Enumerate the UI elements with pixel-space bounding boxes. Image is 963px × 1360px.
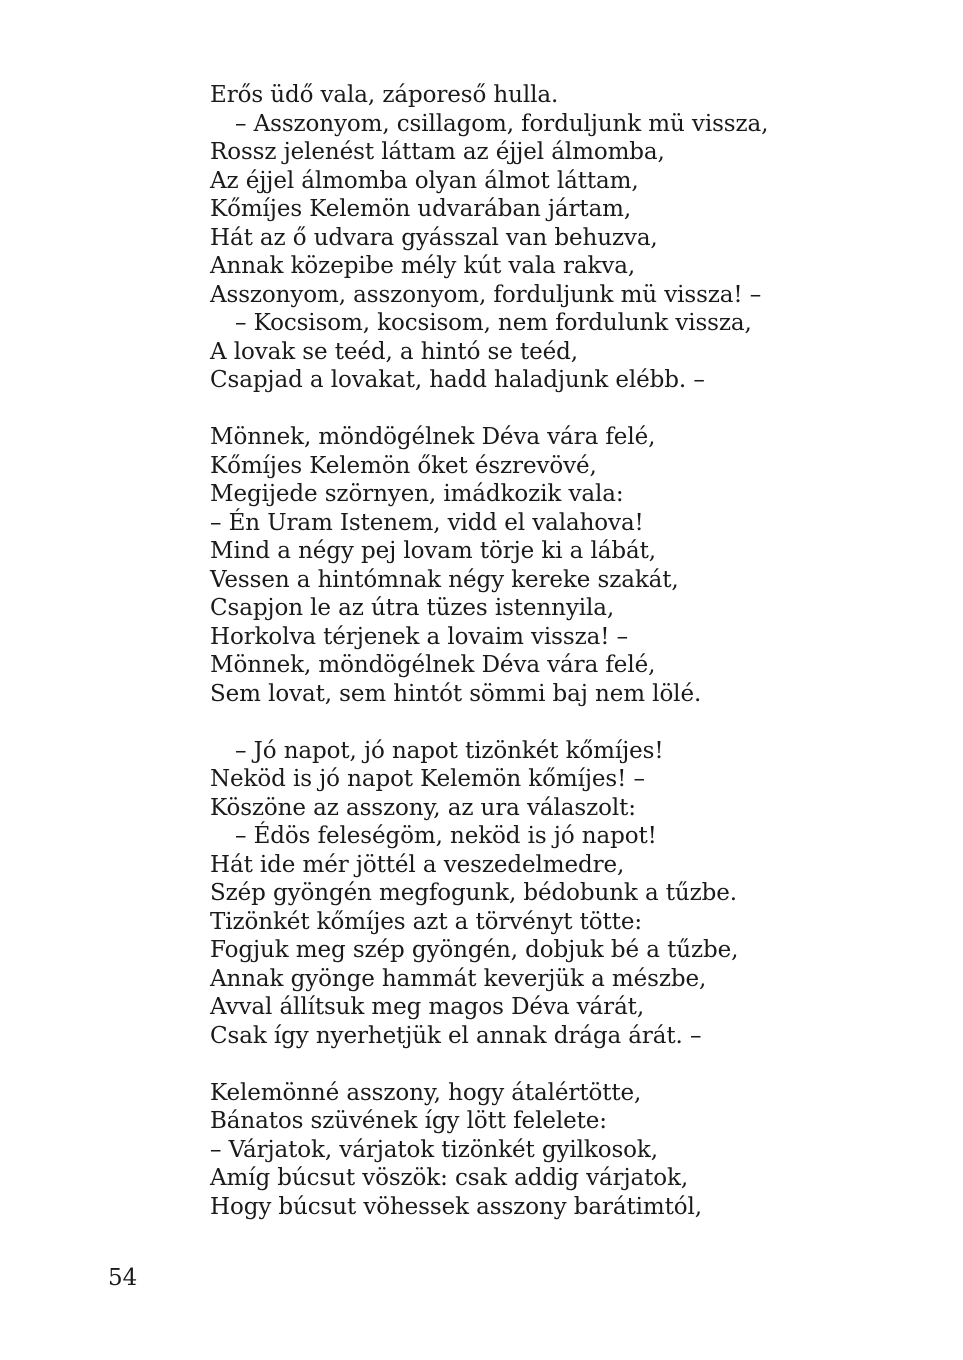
poem-line: Horkolva térjenek a lovaim vissza! – xyxy=(210,623,628,650)
poem-line: Kőmíjes Kelemön udvarában jártam, xyxy=(210,196,632,222)
poem-line: Neköd is jó napot Kelemön kőmíjes! – xyxy=(210,766,645,792)
poem-line: – Kocsisom, kocsisom, nem fordulunk vissza, xyxy=(235,310,752,336)
poem-line: Rossz jelenést láttam az éjjel álmomba, xyxy=(210,139,665,165)
poem-line: Annak közepibe mély kút vala rakva, xyxy=(210,253,636,279)
poem-line: Hát az ő udvara gyásszal van behuzva, xyxy=(210,224,658,251)
poem-line: Kőmíjes Kelemön őket észrevövé, xyxy=(210,452,597,479)
poem-line: A lovak se teéd, a hintó se teéd, xyxy=(210,338,578,365)
poem-line: Sem lovat, sem hintót sömmi baj nem lölé. xyxy=(210,680,702,707)
stanza xyxy=(210,737,910,1051)
poem-line: Szép gyöngén megfogunk, bédobunk a tűzbe. xyxy=(210,880,738,906)
poem-line: Bánatos szüvének így lött felelete: xyxy=(210,1108,607,1134)
poem-line: Mind a négy pej lovam törje ki a lábát, xyxy=(210,538,656,564)
stanza xyxy=(210,423,910,708)
stanza xyxy=(210,1079,910,1222)
poem-line: Avval állítsuk meg magos Déva várát, xyxy=(210,994,645,1020)
poem-line: Hát ide mér jöttél a veszedelmedre, xyxy=(210,851,625,878)
page-number: 54 xyxy=(108,1265,138,1291)
poem-line: Kelemönné asszony, hogy átalértötte, xyxy=(210,1079,642,1106)
poem-line: Csapjad a lovakat, hadd haladjunk elébb. – xyxy=(210,367,705,393)
poem-line: Csak így nyerhetjük el annak drága árát. – xyxy=(210,1022,702,1049)
poem-line: Tizönkét kőmíjes azt a törvényt tötte: xyxy=(210,908,642,935)
poem-line: – Jó napot, jó napot tizönkét kőmíjes! xyxy=(235,737,664,764)
poem-line: Csapjon le az útra tüzes istennyila, xyxy=(210,595,615,621)
poem-line: – Asszonyom, csillagom, forduljunk mü vissza, xyxy=(235,110,769,137)
poem-line: – Édös feleségöm, neköd is jó napot! xyxy=(235,823,657,849)
poem-line: Megijede szörnyen, imádkozik vala: xyxy=(210,481,624,507)
poem-line: – Én Uram Istenem, vidd el valahova! xyxy=(210,509,644,536)
poem-body xyxy=(210,81,910,1250)
poem-line: Vessen a hintómnak négy kereke szakát, xyxy=(210,566,679,593)
poem-line: Fogjuk meg szép gyöngén, dobjuk bé a tűzbe, xyxy=(210,937,739,963)
poem-line: Amíg búcsut vöszök: csak addig várjatok, xyxy=(210,1165,689,1191)
poem-line: – Várjatok, várjatok tizönkét gyilkosok, xyxy=(210,1136,658,1163)
poem-line: Mönnek, möndögélnek Déva vára felé, xyxy=(210,424,656,450)
poem-line: Mönnek, möndögélnek Déva vára felé, xyxy=(210,652,656,678)
poem-line: Az éjjel álmomba olyan álmot láttam, xyxy=(210,167,639,194)
poem-line: Asszonyom, asszonyom, forduljunk mü vissza! – xyxy=(210,281,762,308)
poem-line: Köszöne az asszony, az ura válaszolt: xyxy=(210,794,636,821)
poem-line: Annak gyönge hammát keverjük a mészbe, xyxy=(210,965,707,992)
stanza xyxy=(210,81,910,395)
poem-line: Erős üdő vala, záporeső hulla. xyxy=(210,82,559,108)
poem-line: Hogy búcsut vöhessek asszony barátimtól, xyxy=(210,1193,702,1220)
